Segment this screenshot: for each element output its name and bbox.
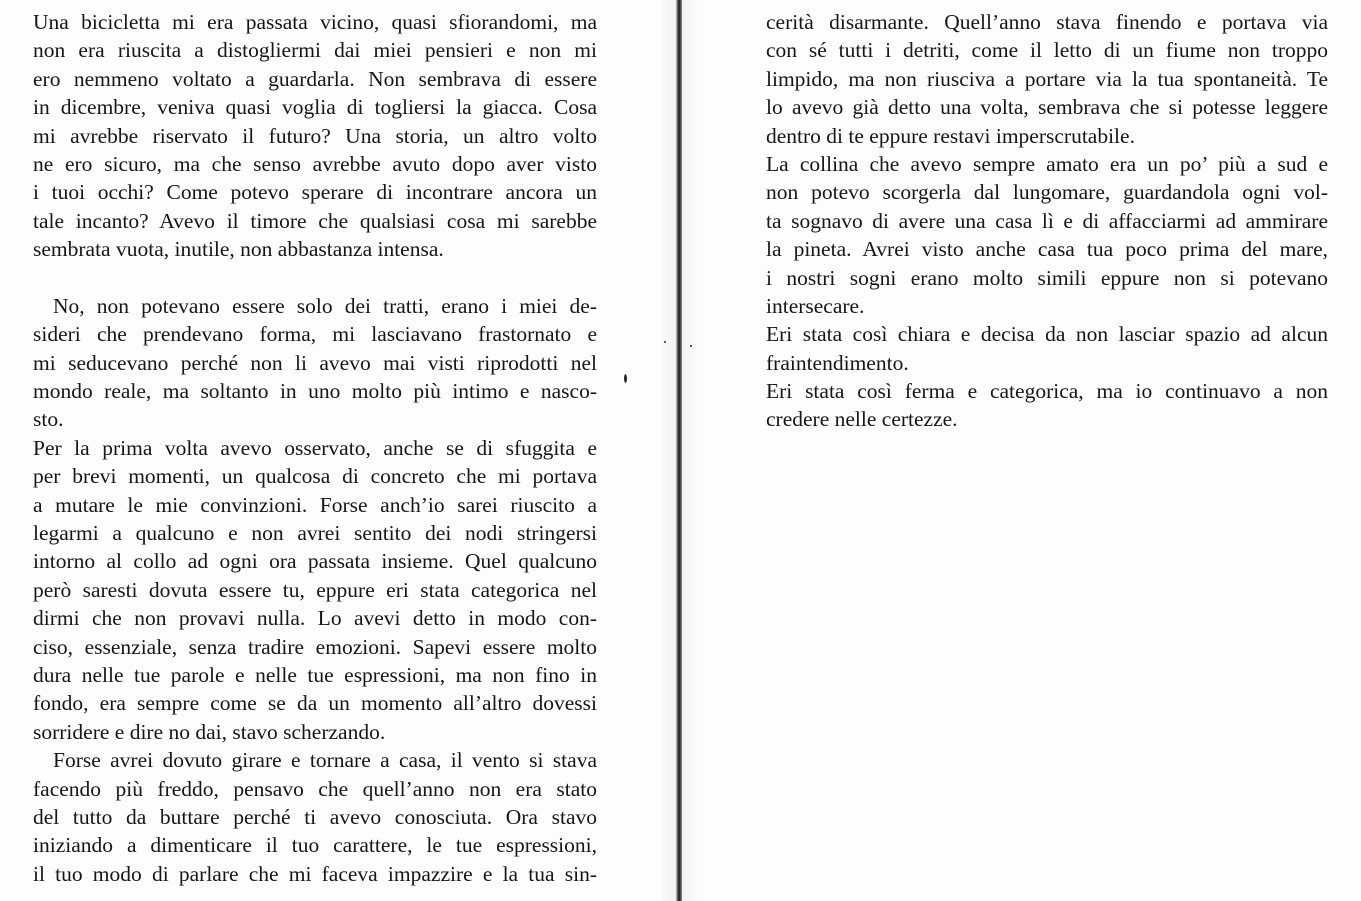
text-line: intorno al collo ad ogni ora passata insieme. Quel qualcuno <box>33 549 597 574</box>
text-line: dura nelle tue parole e nelle tue espressioni, ma non fino in <box>33 662 597 687</box>
paragraph-gap <box>33 264 597 292</box>
scan-speck <box>690 345 692 347</box>
text-line: sembrata vuota, inutile, non abbastanza intensa. <box>33 237 444 262</box>
text-line: in dicembre, veniva quasi voglia di togliersi la giacca. Cosa <box>33 95 597 120</box>
book-gutter <box>676 0 682 901</box>
text-line: con sé tutti i detriti, come il letto di un fiume non troppo <box>766 38 1328 63</box>
text-line: Forse avrei dovuto girare e tornare a casa, il vento si stava <box>53 748 597 773</box>
text-line: i nostri sogni erano molto simili eppure non si potevano <box>766 265 1328 290</box>
text-line: sideri che prendevano forma, mi lasciavano frastornato e <box>33 322 597 347</box>
text-line: non potevo scorgerla dal lungomare, guardandola ogni vol- <box>766 180 1328 205</box>
paragraph <box>33 292 597 434</box>
text-line: facendo più freddo, pensavo che quell’anno non era stato <box>33 776 597 801</box>
text-line: Una bicicletta mi era passata vicino, quasi sfiorandomi, ma <box>33 10 597 34</box>
right-page <box>766 0 1328 901</box>
text-line: i tuoi occhi? Come potevo sperare di incontrare ancora un <box>33 180 597 205</box>
text-line: legarmi a qualcuno e non avrei sentito dei nodi stringersi <box>33 521 597 546</box>
text-line: Eri stata così ferma e categorica, ma io continuavo a non <box>766 379 1328 404</box>
left-page <box>33 0 597 901</box>
text-line: ero nemmeno voltato a guardarla. Non sembrava di essere <box>33 66 597 91</box>
text-line: fraintendimento. <box>766 350 909 375</box>
paragraph <box>766 320 1328 377</box>
text-line: però saresti dovuta essere tu, eppure eri stata categorica nel <box>33 577 597 602</box>
text-line: dentro di te eppure restavi imperscrutabile. <box>766 123 1135 148</box>
text-line: ciso, essenziale, senza tradire emozioni. Sapevi essere molto <box>33 634 597 659</box>
paragraph <box>766 377 1328 434</box>
text-line: sorridere e dire no dai, stavo scherzando. <box>33 719 386 744</box>
text-line: iniziando a dimenticare il tuo carattere, le tue espressioni, <box>33 833 597 858</box>
paragraph <box>33 8 597 264</box>
paragraph <box>33 746 597 888</box>
text-line: dirmi che non provavi nulla. Lo avevi detto in modo con- <box>33 606 597 631</box>
paragraph <box>766 8 1328 150</box>
text-line: La collina che avevo sempre amato era un po’ più a sud e <box>766 151 1328 176</box>
text-line: lo avevo già detto una volta, sembrava che si potesse leggere <box>766 95 1328 120</box>
scan-speck <box>664 341 666 343</box>
text-line: tale incanto? Avevo il timore che qualsiasi cosa mi sarebbe <box>33 208 597 233</box>
text-line: non era riuscita a distogliermi dai miei pensieri e non mi <box>33 38 597 63</box>
text-line: ta sognavo di avere una casa lì e di affacciarmi ad ammirare <box>766 208 1328 233</box>
text-line: ne ero sicuro, ma che senso avrebbe avuto dopo aver visto <box>33 151 597 176</box>
text-line: Per la prima volta avevo osservato, anche se di sfuggita e <box>33 435 597 460</box>
text-line: il tuo modo di parlare che mi faceva impazzire e la tua sin- <box>33 861 597 886</box>
text-line: a mutare le mie convinzioni. Forse anch’io sarei riuscito a <box>33 492 597 517</box>
paragraph <box>33 434 597 746</box>
text-line: mi seducevano perché non li avevo mai visti riprodotti nel <box>33 350 597 375</box>
text-line: cerità disarmante. Quell’anno stava finendo e portava via <box>766 10 1328 34</box>
text-line: mi avrebbe riservato il futuro? Una storia, un altro volto <box>33 123 597 148</box>
text-line: sto. <box>33 407 64 432</box>
text-line: del tutto da buttare perché ti avevo conosciuta. Ora stavo <box>33 804 597 829</box>
scan-speck <box>624 374 627 383</box>
text-line: limpido, ma non riusciva a portare via la tua spontaneità. Te <box>766 66 1328 91</box>
paragraph <box>766 150 1328 320</box>
text-line: la pineta. Avrei visto anche casa tua poco prima del mare, <box>766 237 1328 262</box>
text-line: credere nelle certezze. <box>766 407 958 432</box>
text-line: mondo reale, ma soltanto in uno molto più intimo e nasco- <box>33 379 597 404</box>
text-line: fondo, era sempre come se da un momento all’altro dovessi <box>33 691 597 716</box>
text-line: No, non potevano essere solo dei tratti, erano i miei de- <box>53 293 597 318</box>
text-line: intersecare. <box>766 293 865 318</box>
text-line: Eri stata così chiara e decisa da non lasciar spazio ad alcun <box>766 322 1328 347</box>
text-line: per brevi momenti, un qualcosa di concreto che mi portava <box>33 464 597 489</box>
